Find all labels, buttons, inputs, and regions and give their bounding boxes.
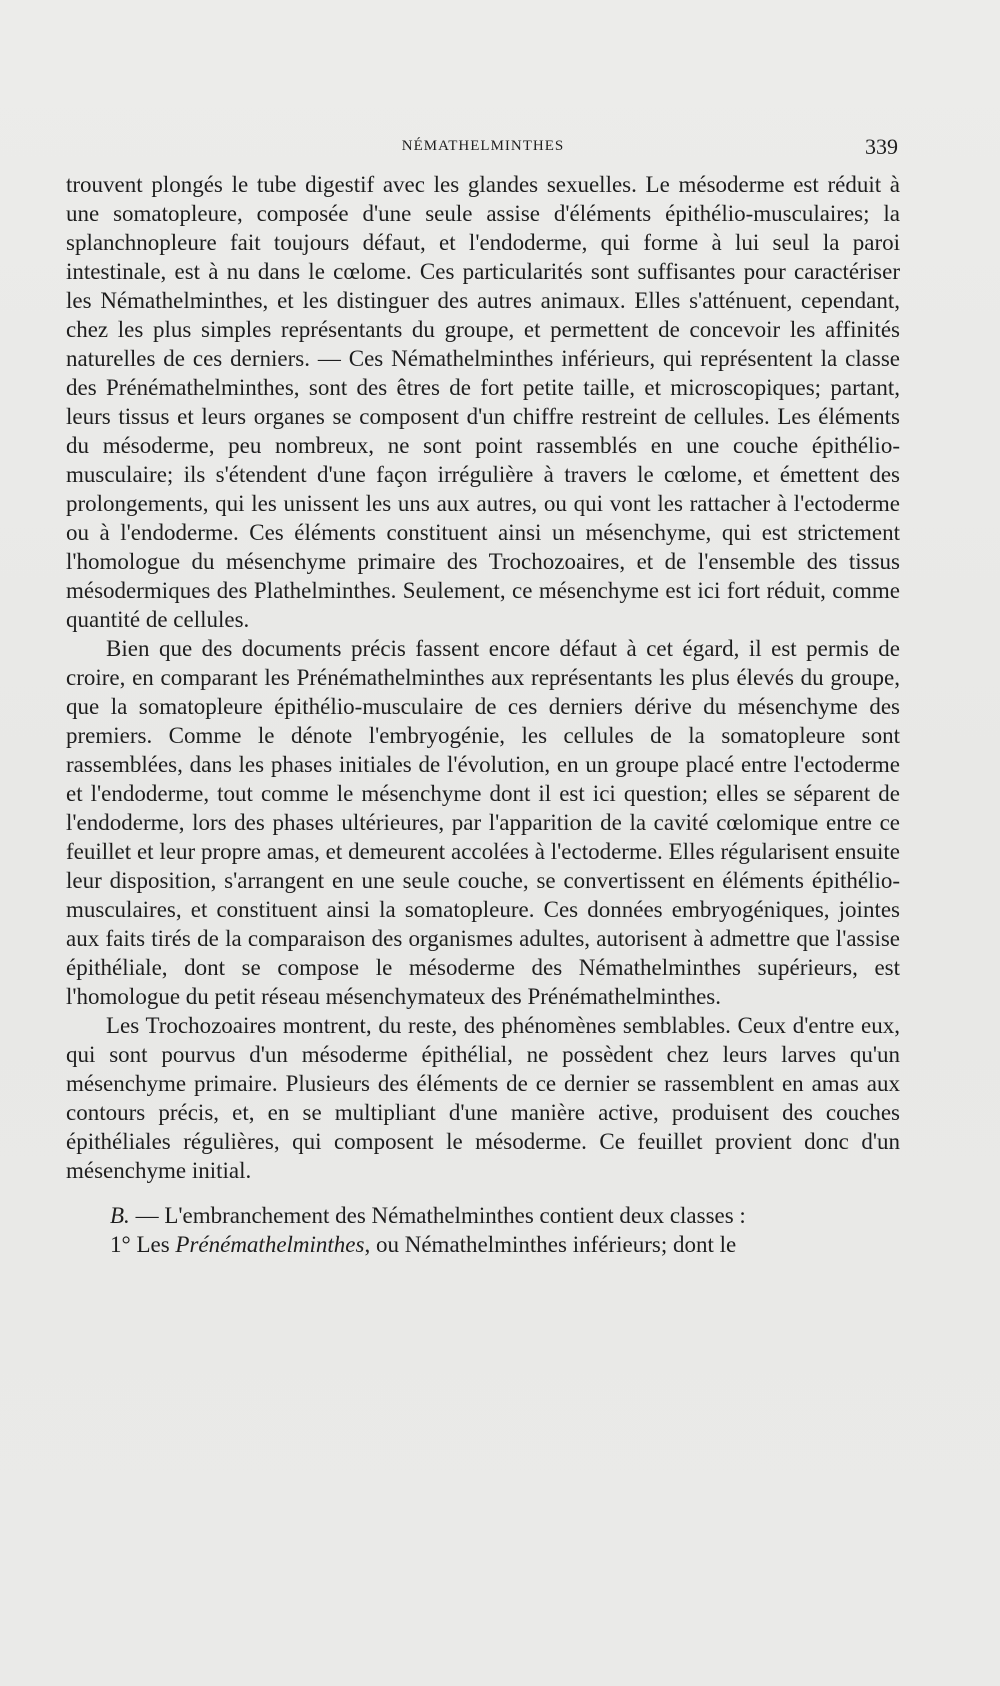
item-1-paragraph [66, 1230, 900, 1259]
page-body [66, 170, 900, 1259]
running-head: NÉMATHELMINTHES [401, 138, 565, 154]
paragraph-1: trouvent plongés le tube digestif avec les glandes sexuelles. Le mésoderme est réduit à une somatopleure, composée d'une seule assise d'éléments épithélio-musculaires; la splanchnopleure fait toujours défaut, et l'endoderme, qui forme à lui seul la paroi intestinale, est à nu dans le cœlome. Ces particularités sont suffisantes pour caractériser les Némathelminthes, et les distinguer des autres animaux. Elles s'atténuent, cependant, chez les plus simples représentants du groupe, et permettent de concevoir les affinités naturelles de ces derniers. — Ces Némathelminthes inférieurs, qui représentent la classe des Prénémathelminthes, sont des êtres de fort petite taille, et microscopiques; partant, leurs tissus et leurs organes se composent d'un chiffre restreint de cellules. Les éléments du mésoderme, peu nombreux, ne sont point rassemblés en une couche épithélio-musculaire; ils s'étendent d'une façon irrégulière à travers le cœlome, et émettent des prolongements, qui les unissent les uns aux autres, ou qui vont les rattacher à l'ectoderme ou à l'endoderme. Ces éléments constituent ainsi un mésenchyme, qui est strictement l'homologue du mésenchyme primaire des Trochozoaires, et de l'ensemble des tissus mésodermiques des Plathelminthes. Seulement, ce mésenchyme est ici fort réduit, comme quantité de cellules. [66, 172, 900, 632]
item-1-prefix: 1° Les [110, 1232, 176, 1257]
item-1-rest: , ou Némathelminthes inférieurs; dont le [364, 1232, 737, 1257]
page-header [66, 134, 900, 164]
section-b-paragraph [66, 1201, 900, 1230]
paragraph-3: Les Trochozoaires montrent, du reste, des phénomènes semblables. Ceux d'entre eux, qui sont pourvus d'un mésoderme épithélial, ne possèdent chez leurs larves qu'un mésenchyme primaire. Plusieurs des éléments de ce dernier se rassemblent en amas aux contours précis, et, en se multipliant d'une manière active, produisent des couches épithéliales régulières, qui composent le mésoderme. Ce feuillet provient donc d'un mésenchyme initial. [66, 1013, 900, 1183]
section-b-text: — L'embranchement des Némathelminthes contient deux classes : [129, 1203, 746, 1228]
section-b-label: B. [110, 1203, 130, 1228]
paragraph-2: Bien que des documents précis fassent encore défaut à cet égard, il est permis de croire, en comparant les Prénémathelminthes aux représentants les plus élevés du groupe, que la somatopleure épithélio-musculaire de ces derniers dérive du mésenchyme des premiers. Comme le dénote l'embryogénie, les cellules de la somatopleure sont rassemblées, dans les phases initiales de l'évolution, en un groupe placé entre l'ectoderme et l'endoderme, tout comme le mésenchyme dont il est ici question; elles se séparent de l'endoderme, lors des phases ultérieures, par l'apparition de la cavité cœlomique entre ce feuillet et leur propre amas, et demeurent accolées à l'ectoderme. Elles régularisent ensuite leur disposition, s'arrangent en une seule couche, se convertissent en éléments épithélio-musculaires, et constituent ainsi la somatopleure. Ces données embryogéniques, jointes aux faits tirés de la comparaison des organismes adultes, autorisent à admettre que l'assise épithéliale, dont se compose le mésoderme des Némathelminthes supérieurs, est l'homologue du petit réseau mésenchymateux des Prénémathelminthes. [66, 636, 900, 1009]
item-1-term: Prénémathelminthes [175, 1232, 365, 1257]
page-number: 339 [865, 134, 898, 159]
